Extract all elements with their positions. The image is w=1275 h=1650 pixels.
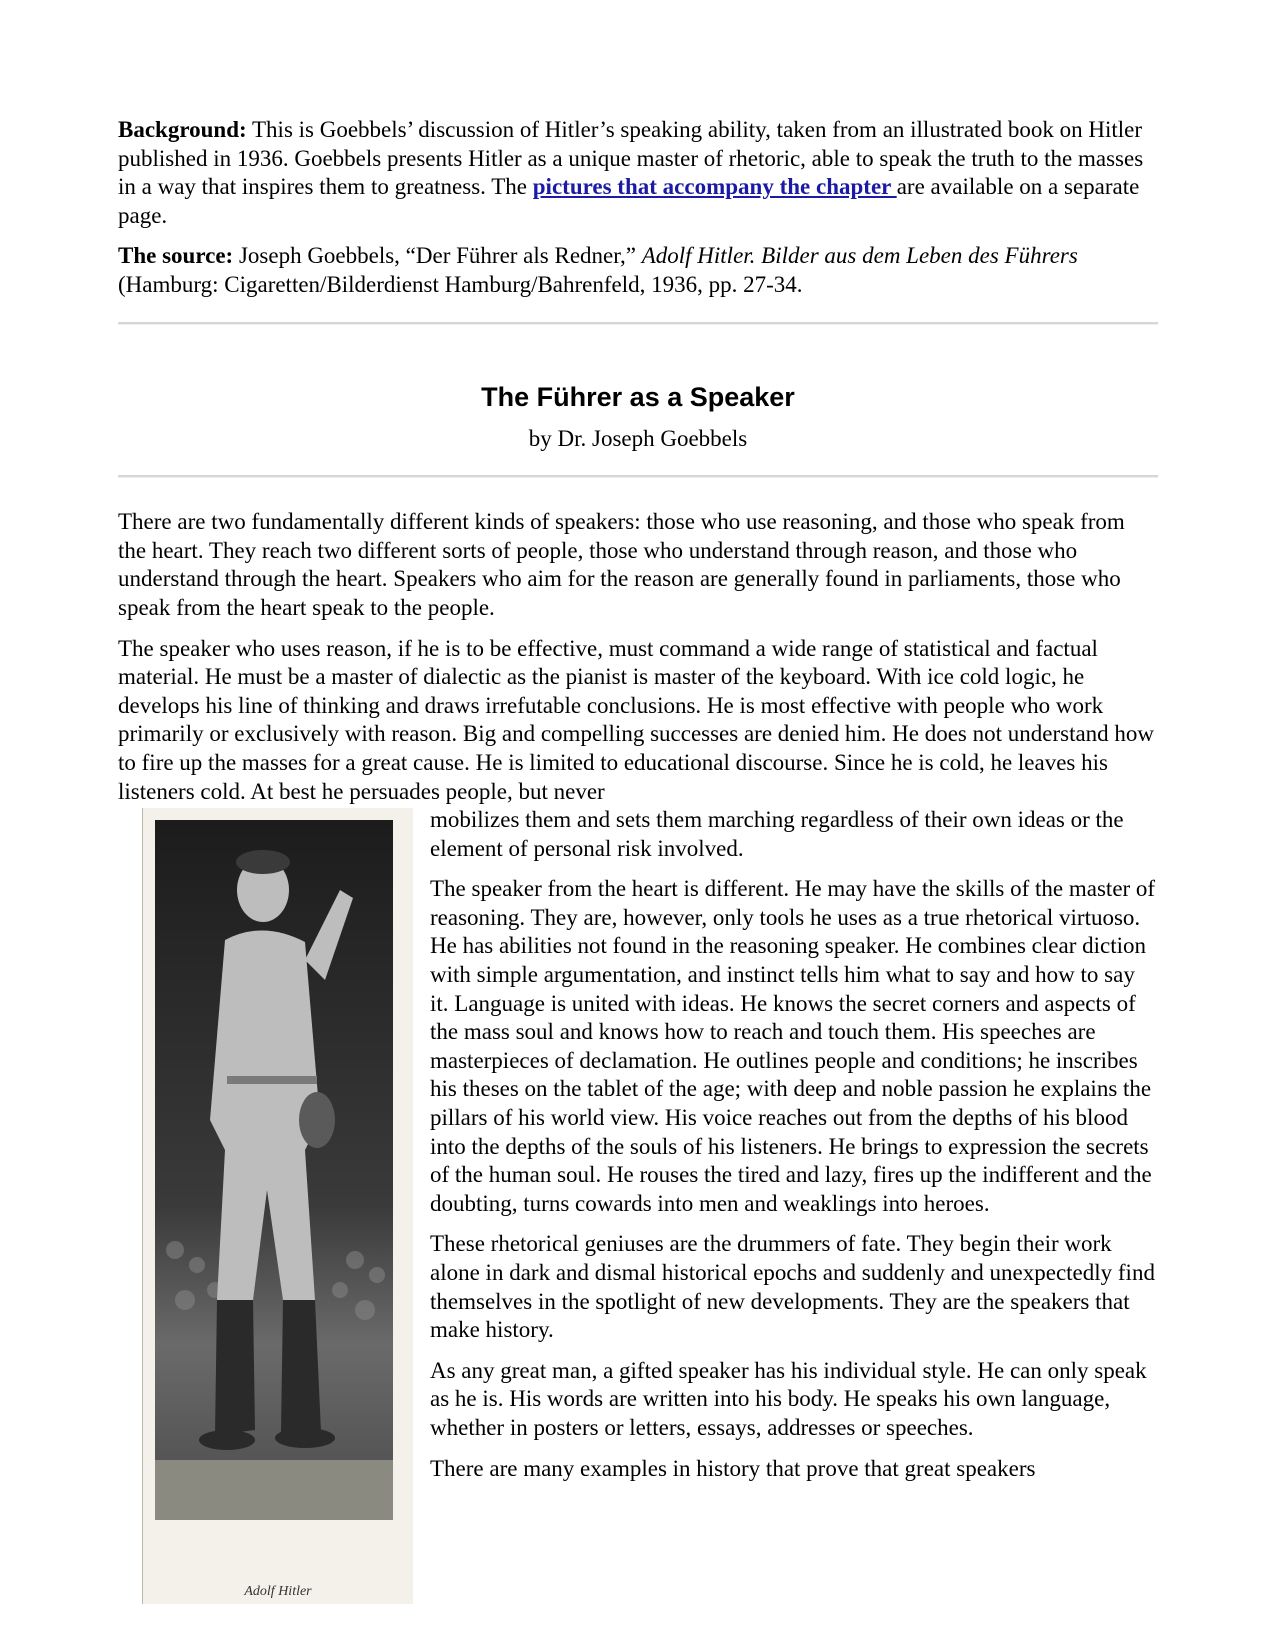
source-label: The source: <box>118 243 234 269</box>
article-body <box>118 508 1158 1600</box>
document-page <box>118 116 1158 1604</box>
article-byline: by Dr. Joseph Goebbels <box>528 425 748 451</box>
paragraph-1: There are two fundamentally different kinds of speakers: those who use reasoning, and those who speak from the heart. They reach two different sorts of people, those who understand through reason, and those who understand through the heart. Speakers who aim for the reason are generally found in parliaments, those who speak from the heart speak to the people. <box>118 509 1125 620</box>
background-text-end: are available on a separate page. <box>118 174 1140 228</box>
pictures-link[interactable]: pictures that accompany the chapter <box>532 174 897 200</box>
article-title: The Führer as a Speaker <box>481 381 795 412</box>
background-label: Background: <box>118 117 247 142</box>
paragraph-2-continued: mobilizes them and sets them marching regardless of their own ideas or the element of personal risk involved. <box>430 807 1124 861</box>
paragraph-2-text: The speaker who uses reason, if he is to be effective, must command a wide range of statistical and factual material. He must be a master of dialectic as the pianist is master of the keyboard. With ice cold logic, he develops his line of thinking and draws irrefutable conclusions. He is most effective with people who work primarily or exclusively with reason. Big and compelling successes are denied him. He does not understand how to fire up the masses for a great cause. He is limited to educational discourse. Since he is cold, he leaves his listeners cold. At best he persuades people, but never <box>118 635 1155 804</box>
photo-caption: Adolf Hitler <box>244 1584 312 1600</box>
background-paragraph <box>118 116 1158 230</box>
hitler-photo <box>118 744 412 1604</box>
paragraph-3: The speaker from the heart is different. He may have the skills of the master of reasoning. They are, however, only tools he uses as a true rhetorical virtuoso. He has abilities not found in the reasoning speaker. He combines clear diction with simple argumentation, and instinct tells him what to say and how to say it. Language is united with ideas. He knows the secret corners and aspects of the mass soul and knows how to reach and touch them. His speeches are masterpieces of declamation. He outlines people and conditions; he inscribes his theses on the tablet of the age; with deep and noble passion he explains the pillars of his world view. His voice reaches out from the depths of his blood into the depths of the souls of his listeners. He brings to expression the secrets of the human soul. He rouses the tired and lazy, fires up the indifferent and the doubting, turns cowards into men and weaklings into heroes. <box>430 876 1156 1216</box>
top-divider <box>118 322 1158 325</box>
paragraph-6: There are many examples in history that prove that great speakers <box>430 1455 1036 1481</box>
paragraph-4: These rhetorical geniuses are the drummers of fate. They begin their work alone in dark and dismal historical epochs and suddenly and unexpectedly find themselves in the spotlight of new developments. They are the speakers that make history. <box>430 1231 1155 1343</box>
paragraph-5: As any great man, a gifted speaker has his individual style. He can only speak as he is. His words are written into his body. He speaks his own language, whether in posters or letters, essays, addresses or speeches. <box>430 1357 1147 1440</box>
source-text: Joseph Goebbels, “Der Führer als Redner,” <box>233 243 642 269</box>
source-publisher: (Hamburg: Cigaretten/Bilderdienst Hamburg/Bahrenfeld, 1936, pp. 27-34. <box>118 271 803 297</box>
photo-frame <box>142 808 413 1604</box>
title-divider <box>118 475 1158 478</box>
source-paragraph <box>118 242 1158 299</box>
photo-image <box>155 820 393 1520</box>
source-book-title: Adolf Hitler. Bilder aus dem Leben des Führers <box>641 243 1078 269</box>
background-text: This is Goebbels’ discussion of Hitler’s speaking ability, taken from an illustrated book on Hitler published in 1936. Goebbels presents Hitler as a unique master of rhetoric, able to speak the truth to the masses in a way that inspires them to greatness. The <box>118 117 1144 200</box>
